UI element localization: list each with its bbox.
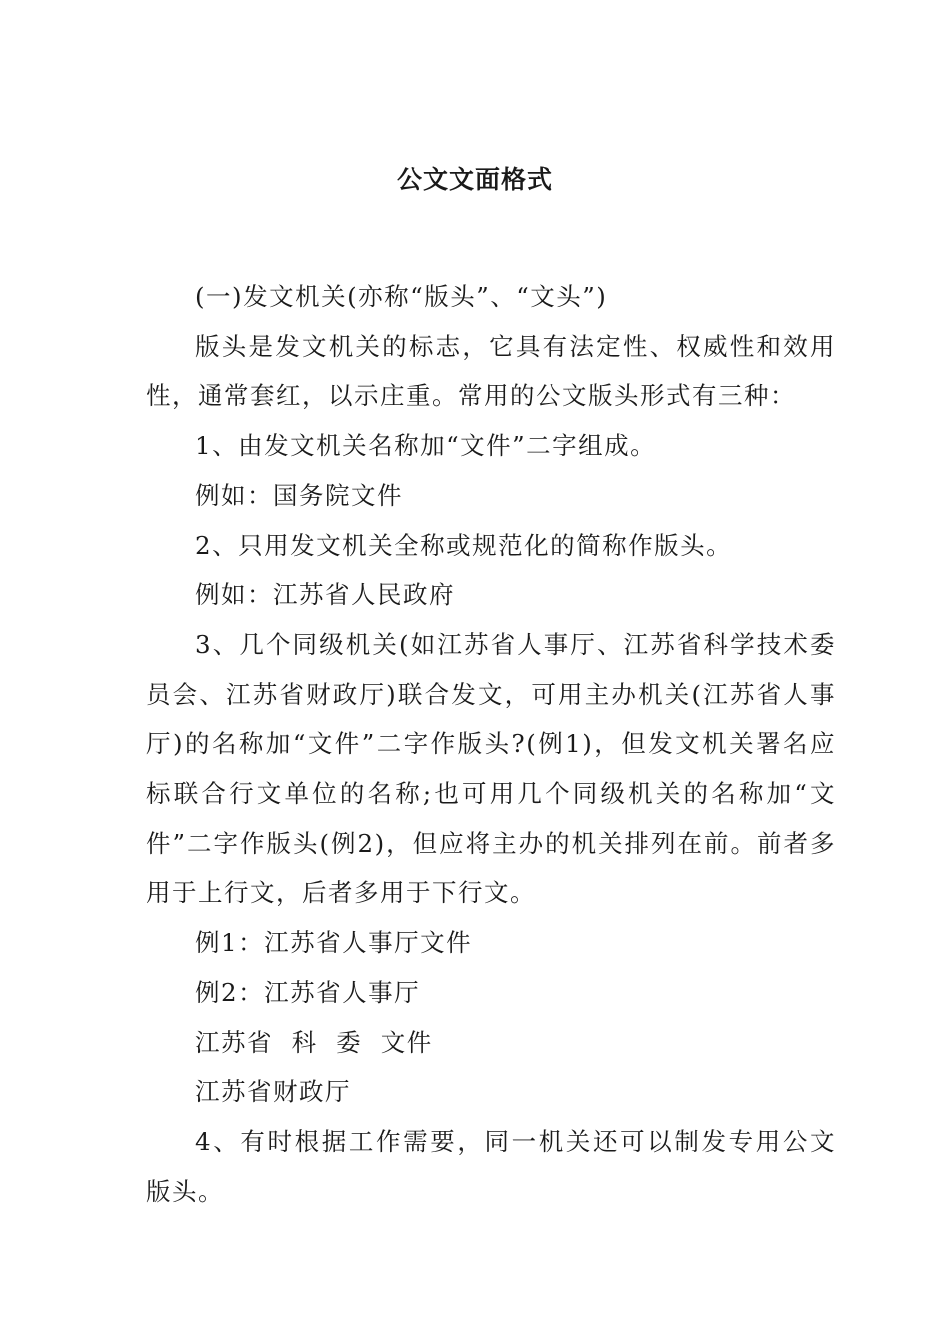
paragraph-1: (一)发文机关(亦称“版头”、“文头”) xyxy=(195,282,608,311)
paragraph-12: 4、有时根据工作需要，同一机关还可以制发专用公文版头。 xyxy=(146,1126,836,1206)
paragraph-2: 版头是发文机关的标志，它具有法定性、权威性和效用性，通常套红，以示庄重。常用的公文版头形式有三种： xyxy=(146,331,836,411)
document-title: 公文文面格式 xyxy=(396,165,553,194)
paragraph-9: 例2：江苏省人事厅 xyxy=(195,977,421,1007)
paragraph-8: 例1：江苏省人事厅文件 xyxy=(195,928,473,958)
document-body xyxy=(146,272,836,1216)
paragraph-5: 2、只用发文机关全称或规范化的简称作版头。 xyxy=(195,530,733,560)
paragraph-7: 3、几个同级机关(如江苏省人事厅、江苏省科学技术委员会、江苏省财政厅)联合发文，可用主办机关(江苏省人事厅)的名称加“文件”二字作版头?(例1)，但发文机关署名应标联合行文单位的名称;也可用几个同级机关的名称加“文件”二字作版头(例2)，但应将主办的机关排列在前。前者多用于上行文，后者多用于下行文。 xyxy=(146,629,836,908)
paragraph-3: 1、由发文机关名称加“文件”二字组成。 xyxy=(195,431,657,461)
paragraph-10: 江苏省 科 委 文件 xyxy=(195,1027,433,1057)
paragraph-4: 例如：国务院文件 xyxy=(195,480,403,510)
paragraph-11: 江苏省财政厅 xyxy=(195,1077,351,1107)
paragraph-6: 例如：江苏省人民政府 xyxy=(195,580,455,610)
